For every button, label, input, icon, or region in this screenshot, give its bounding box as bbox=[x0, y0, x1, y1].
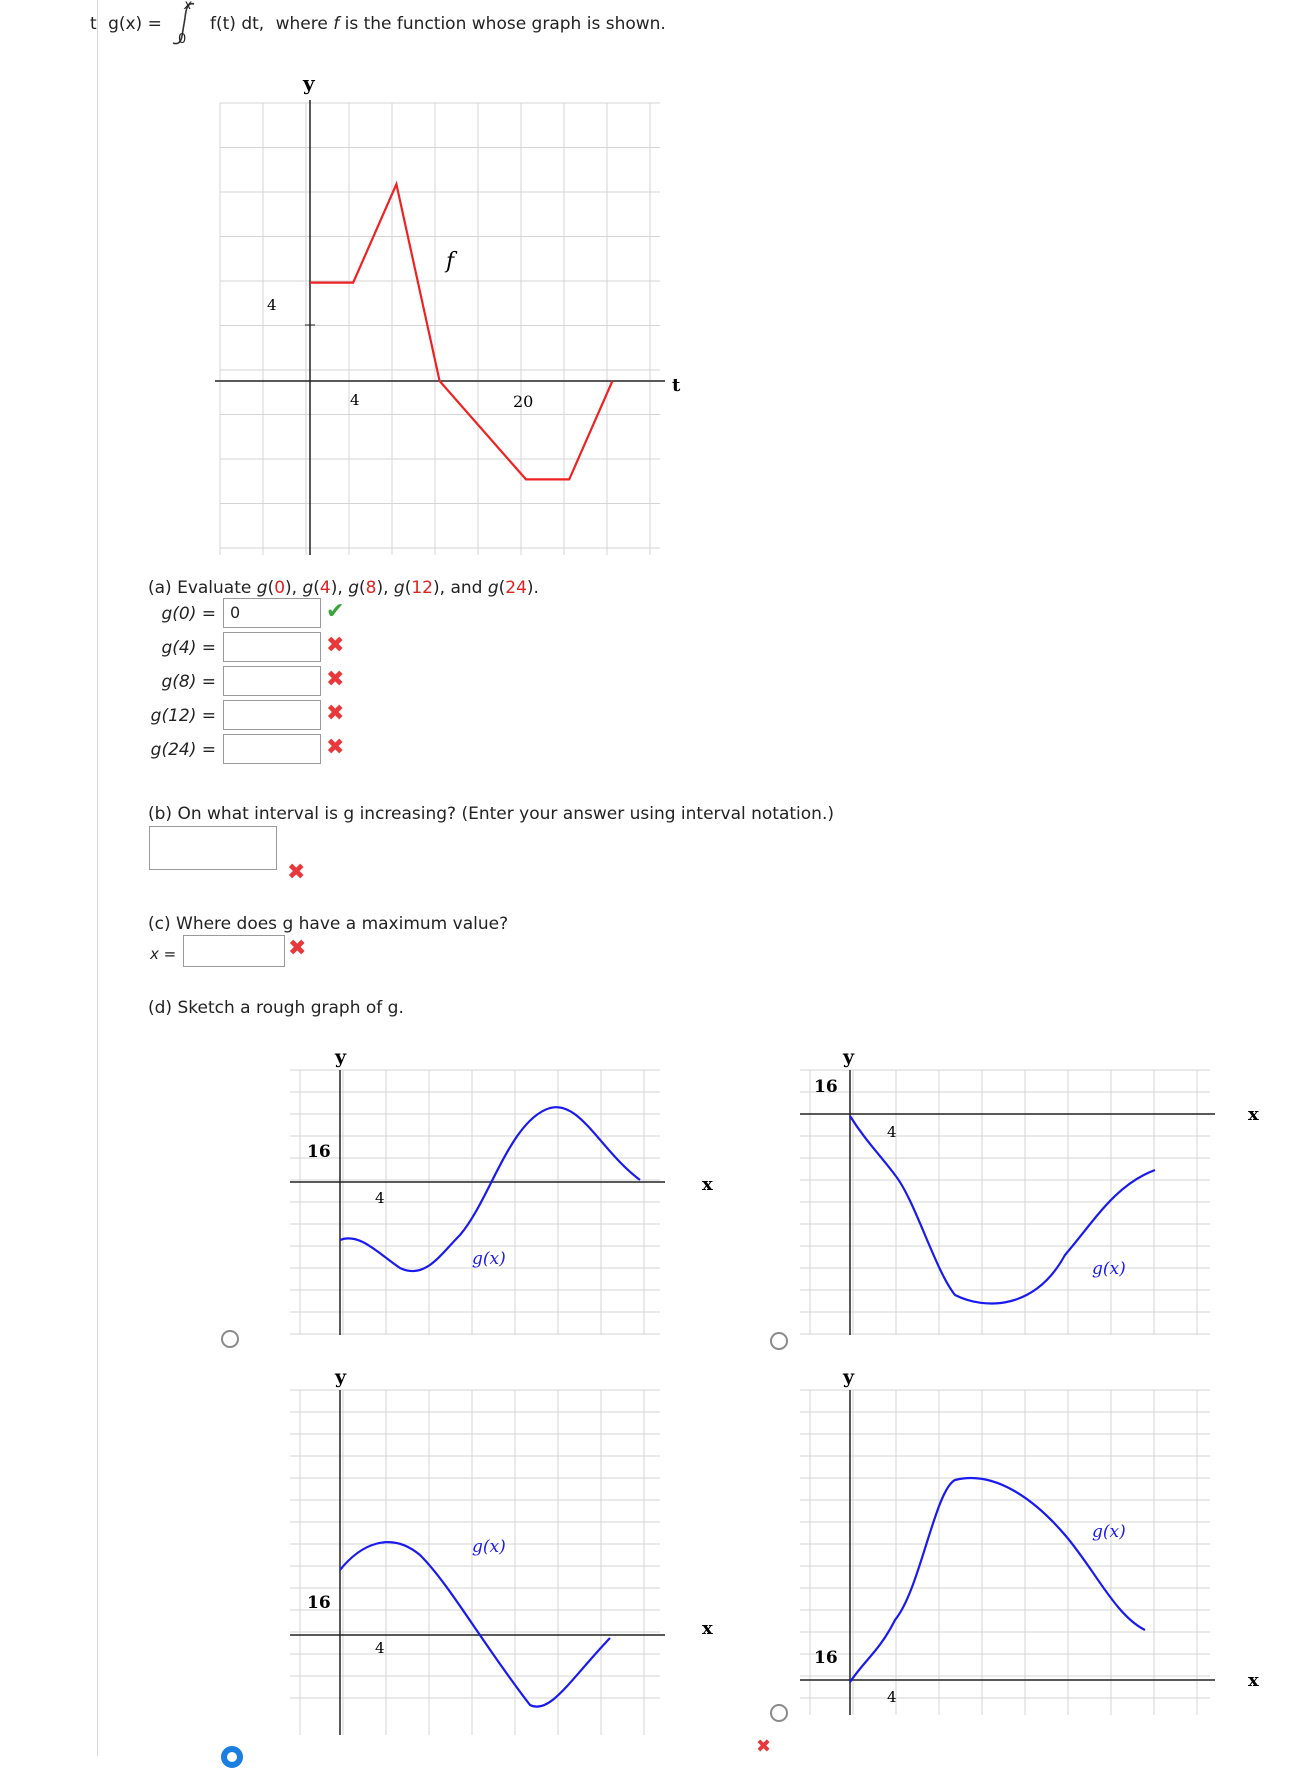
g-tick-x-4: 4 bbox=[887, 1123, 897, 1141]
part-c-label: x = bbox=[150, 945, 177, 963]
g-tick-x-4: 4 bbox=[375, 1639, 385, 1657]
part-a-label: g(4) = bbox=[161, 638, 216, 658]
correct-check-icon: ✔ bbox=[326, 599, 345, 624]
option-radio[interactable] bbox=[221, 1330, 239, 1348]
incorrect-x-icon: ✖ bbox=[326, 667, 345, 692]
part-a-input[interactable] bbox=[223, 700, 321, 730]
g-curve bbox=[850, 1478, 1145, 1682]
g-curve bbox=[340, 1542, 610, 1707]
f-tick-x-4: 4 bbox=[350, 391, 360, 409]
part-a-label: g(0) = bbox=[161, 604, 216, 624]
f-curve bbox=[310, 184, 612, 479]
part-a-label: g(24) = bbox=[150, 740, 216, 760]
integral-lower-limit: 0 bbox=[178, 32, 187, 47]
g-curve-label: g(x) bbox=[1092, 1259, 1126, 1279]
integrand-line bbox=[210, 14, 666, 34]
f-t-axis-label: t bbox=[672, 375, 681, 396]
incorrect-x-icon: ✖ bbox=[326, 701, 345, 726]
part-a-arg: 0 bbox=[274, 578, 286, 598]
f-grid bbox=[215, 100, 665, 555]
f-graph bbox=[200, 65, 700, 555]
g-definition: g(x) = bbox=[108, 14, 162, 34]
g-curve-label: g(x) bbox=[472, 1537, 506, 1557]
option-radio-selected[interactable] bbox=[221, 1746, 243, 1768]
g-tick-y-16: 16 bbox=[814, 1077, 838, 1097]
part-c-incorrect-icon: ✖ bbox=[288, 936, 307, 961]
prefix-text: t bbox=[90, 14, 97, 34]
g-tick-y-16: 16 bbox=[814, 1648, 838, 1668]
part-a-arg: 24 bbox=[505, 578, 527, 598]
g-option-graph bbox=[795, 1040, 1259, 1340]
part-a-label: g(8) = bbox=[161, 672, 216, 692]
incorrect-x-icon: ✖ bbox=[326, 633, 345, 658]
problem-statement bbox=[90, 14, 162, 34]
f-curve-label: f bbox=[446, 249, 455, 274]
g-option-graph bbox=[795, 1360, 1259, 1720]
integral-upper-limit: x bbox=[184, 0, 192, 13]
tail-text: where bbox=[275, 14, 328, 34]
g-x-axis-label: x bbox=[1248, 1670, 1259, 1691]
part-a-and: and bbox=[450, 578, 483, 598]
g-x-axis-label: x bbox=[702, 1618, 713, 1639]
g-tick-y-16: 16 bbox=[307, 1593, 331, 1613]
g-option-graph bbox=[250, 1360, 713, 1740]
g-option-graph bbox=[250, 1040, 713, 1340]
option-radio[interactable] bbox=[770, 1704, 788, 1722]
part-a-arg: 4 bbox=[319, 578, 331, 598]
integrand: f(t) dt, bbox=[210, 14, 265, 34]
part-b-input[interactable] bbox=[149, 826, 277, 870]
part-a-input[interactable] bbox=[223, 734, 321, 764]
tail-f: f bbox=[333, 14, 340, 34]
part-c-question: (c) Where does g have a maximum value? bbox=[148, 914, 509, 934]
g-y-axis-label: y bbox=[843, 1046, 855, 1068]
part-a-input[interactable] bbox=[223, 632, 321, 662]
part-c-input[interactable] bbox=[183, 935, 285, 967]
part-a-input[interactable] bbox=[223, 666, 321, 696]
g-tick-y-16: 16 bbox=[307, 1142, 331, 1162]
part-a-question: (a) Evaluate g(0), g(4), g(8), g(12), and g(24). bbox=[148, 578, 539, 598]
f-y-axis-label: y bbox=[303, 71, 315, 95]
part-b-incorrect-icon: ✖ bbox=[287, 860, 306, 885]
g-x-axis-label: x bbox=[702, 1174, 713, 1195]
g-x-axis-label: x bbox=[1248, 1104, 1259, 1125]
g-y-axis-label: y bbox=[335, 1366, 347, 1388]
part-a-input[interactable]: 0 bbox=[223, 598, 321, 628]
incorrect-x-icon: ✖ bbox=[326, 735, 345, 760]
g-curve bbox=[340, 1107, 640, 1271]
g-curve-label: g(x) bbox=[1092, 1522, 1126, 1542]
part-a-arg: 8 bbox=[365, 578, 377, 598]
g-y-axis-label: y bbox=[843, 1366, 855, 1388]
g-tick-x-4: 4 bbox=[887, 1688, 897, 1706]
f-tick-y-4: 4 bbox=[267, 296, 277, 314]
part-d-question: (d) Sketch a rough graph of g. bbox=[148, 998, 404, 1018]
left-border bbox=[97, 0, 98, 1756]
g-y-axis-label: y bbox=[335, 1046, 347, 1068]
part-a-label: g(12) = bbox=[150, 706, 216, 726]
g-curve-label: g(x) bbox=[472, 1249, 506, 1269]
option-radio[interactable] bbox=[770, 1332, 788, 1350]
part-d-incorrect-icon: ✖ bbox=[756, 1736, 772, 1757]
part-a-lead: (a) Evaluate bbox=[148, 578, 252, 598]
tail-end: is the function whose graph is shown. bbox=[344, 14, 666, 34]
f-tick-x-20: 20 bbox=[513, 392, 534, 411]
part-a-arg: 12 bbox=[411, 578, 433, 598]
g-tick-x-4: 4 bbox=[375, 1189, 385, 1207]
part-b-question: (b) On what interval is g increasing? (Enter your answer using interval notation.) bbox=[148, 804, 834, 824]
